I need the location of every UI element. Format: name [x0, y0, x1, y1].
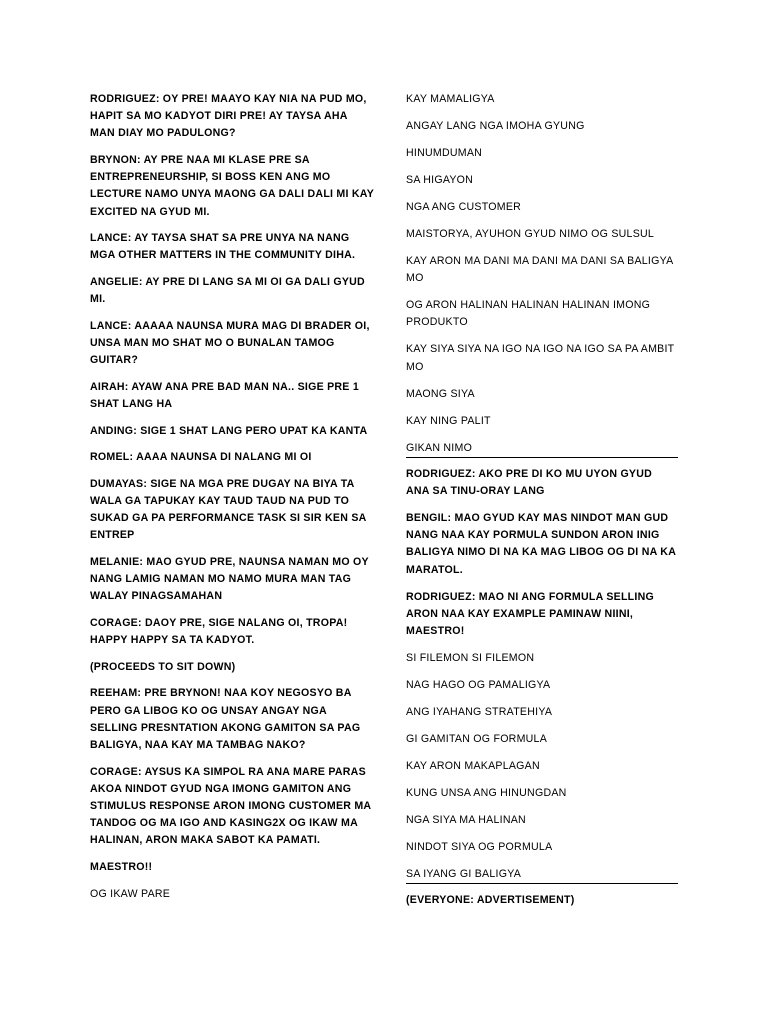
right-column-paragraph: SA IYANG GI BALIGYA — [406, 866, 678, 884]
right-column-paragraph: NGA ANG CUSTOMER — [406, 201, 522, 213]
right-column-paragraph: ANG IYAHANG STRATEHIYA — [406, 706, 553, 719]
right-column-paragraph: BENGIL: MAO GYUD KAY MAS NINDOT MAN GUD NANG NAA KAY PORMULA SUNDON ARON INIG BALIGYA NIMO DI NA KA MAG LIBOG OG DI NA KA MARATOL. — [406, 512, 676, 576]
right-column — [406, 91, 678, 919]
left-column-paragraph: ANGELIE: AY PRE DI LANG SA MI OI GA DALI GYUD MI. — [90, 276, 365, 306]
right-column-paragraph: MAISTORYA, AYUHON GYUD NIMO OG SULSUL — [406, 228, 655, 240]
right-column-paragraph: NINDOT SIYA OG PORMULA — [406, 841, 553, 854]
left-column-paragraph: MAESTRO!! — [90, 860, 153, 873]
right-column-paragraph: HINUMDUMAN — [406, 147, 483, 159]
right-column-paragraph: (EVERYONE: ADVERTISEMENT) — [406, 894, 575, 907]
right-column-paragraph: NAG HAGO OG PAMALIGYA — [406, 679, 551, 692]
left-column-paragraph: (PROCEEDS TO SIT DOWN) — [90, 660, 236, 673]
right-column-paragraph: NGA SIYA MA HALINAN — [406, 814, 526, 827]
right-column-paragraph: RODRIGUEZ: AKO PRE DI KO MU UYON GYUD ANA SA TINU-ORAY LANG — [406, 467, 653, 498]
left-column-paragraph: MELANIE: MAO GYUD PRE, NAUNSA NAMAN MO OY NANG LAMIG NAMAN MO NAMO MURA MAN TAG WALAY PINAGSAMAHAN — [90, 555, 369, 603]
right-column-paragraph: KAY ARON MA DANI MA DANI MA DANI SA BALIGYA MO — [406, 255, 673, 285]
right-column-paragraph: RODRIGUEZ: MAO NI ANG FORMULA SELLING ARON NAA KAY EXAMPLE PAMINAW NIINI, MAESTRO! — [406, 590, 654, 638]
right-column-paragraph: SI FILEMON SI FILEMON — [406, 652, 535, 665]
left-column-paragraph: RODRIGUEZ: OY PRE! MAAYO KAY NIA NA PUD MO, HAPIT SA MO KADYOT DIRI PRE! AY TAYSA AHA MAN DIAY MO PADULONG? — [90, 93, 367, 140]
right-column-paragraph: MAONG SIYA — [406, 387, 475, 400]
left-column-paragraph: REEHAM: PRE BRYNON! NAA KOY NEGOSYO BA PERO GA LIBOG KO OG UNSAY ANGAY NGA SELLING PRESNTATION AKONG GAMITON SA PAG BALIGYA, NAA KAY MA TAMBAG NAKO? — [90, 687, 361, 751]
right-column-paragraph: KUNG UNSA ANG HINUNGDAN — [406, 787, 567, 800]
right-column-paragraph: KAY SIYA SIYA NA IGO NA IGO NA IGO SA PA AMBIT MO — [406, 343, 675, 373]
left-column-paragraph: LANCE: AAAAA NAUNSA MURA MAG DI BRADER OI, UNSA MAN MO SHAT MO O BUNALAN TAMOG GUITAR? — [90, 319, 370, 367]
right-column-paragraph: SA HIGAYON — [406, 174, 474, 186]
right-column-paragraph: KAY ARON MAKAPLAGAN — [406, 760, 540, 773]
right-column-paragraph: OG ARON HALINAN HALINAN HALINAN IMONG PRODUKTO — [406, 299, 651, 329]
left-column-paragraph: DUMAYAS: SIGE NA MGA PRE DUGAY NA BIYA TA WALA GA TAPUKAY KAY TAUD TAUD NA PUD TO SUKAD GA PA PERFORMANCE TASK SI SIR KEN SA ENTREP — [90, 477, 367, 542]
left-column-paragraph: ROMEL: AAAA NAUNSA DI NALANG MI OI — [90, 451, 312, 464]
left-column-paragraph: LANCE: AY TAYSA SHAT SA PRE UNYA NA NANG MGA OTHER MATTERS IN THE COMMUNITY DIHA. — [90, 232, 356, 262]
left-column — [90, 91, 375, 912]
left-column-paragraph: OG IKAW PARE — [90, 887, 171, 900]
left-column-paragraph: ANDING: SIGE 1 SHAT LANG PERO UPAT KA KANTA — [90, 424, 368, 437]
right-column-paragraph: KAY MAMALIGYA — [406, 93, 495, 105]
left-column-paragraph: BRYNON: AY PRE NAA MI KLASE PRE SA ENTREPRENEURSHIP, SI BOSS KEN ANG MO LECTURE NAMO UNYA MAONG GA DALI DALI MI KAY EXCITED NA GYUD MI. — [90, 154, 374, 218]
right-column-paragraph: GI GAMITAN OG FORMULA — [406, 733, 548, 746]
right-column-paragraph: GIKAN NIMO — [406, 440, 678, 458]
left-column-paragraph: CORAGE: DAOY PRE, SIGE NALANG OI, TROPA! HAPPY HAPPY SA TA KADYOT. — [90, 616, 348, 647]
right-column-paragraph: ANGAY LANG NGA IMOHA GYUNG — [406, 120, 585, 132]
left-column-paragraph: CORAGE: AYSUS KA SIMPOL RA ANA MARE PARAS AKOA NINDOT GYUD NGA IMONG GAMITON ANG STIMULUS RESPONSE ARON IMONG CUSTOMER MA TANDOG OG MA IGO AND KASING2X OG IKAW MA HALINAN, ARON MAKA SABOT KA PAMATI. — [90, 765, 371, 847]
left-column-paragraph: AIRAH: AYAW ANA PRE BAD MAN NA.. SIGE PRE 1 SHAT LANG HA — [90, 380, 359, 410]
right-column-paragraph: KAY NING PALIT — [406, 414, 491, 427]
